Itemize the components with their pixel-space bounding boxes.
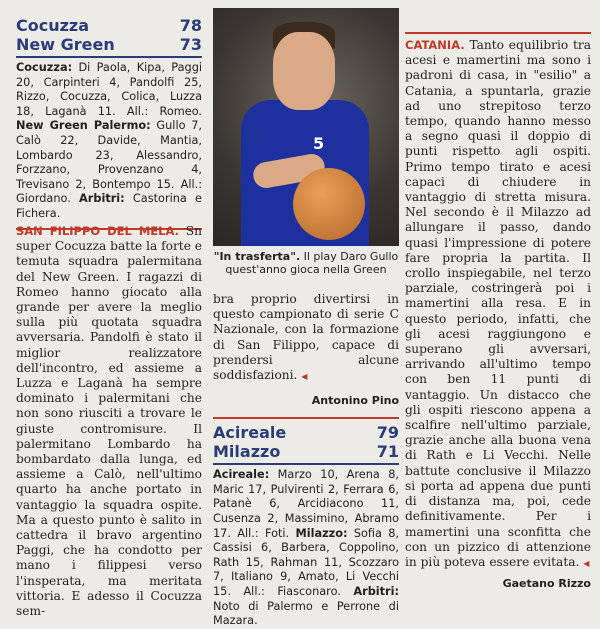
lineup-text: Di Paola, Kipa, Paggi 20, Carpinteri 4, Pandolfi 25, Rizzo, Cocuzza, Colica, Luzza 18, Laganà 11. All.: Romeo. [16, 61, 203, 118]
dateline: SAN FILIPPO DEL MELA. [16, 224, 179, 238]
jersey-number: 5 [313, 134, 325, 153]
referees-label: Arbitri: [79, 192, 125, 206]
lineup-text: Sofia 8, Cassisi 6, Barbera, Coppolino, Rath 15, Rahman 11, Scozzaro 7, Italiano 9, Amato, Li Vecchi 15. All.: Fiasconaro. [213, 526, 400, 598]
article-text: Sn super Cocuzza batte la forte e temuta squadra palermitana del New Green. I ragazzi di Romeo hanno giocato alla grande per avere la meglio sulla più quotata squadra avversaria. Pandolfi è stato il miglior realizzatore dell'incontro, ed assieme a Luzza e Laganà ha sempre dominato i palermitani che non sono riusciti a trovare le giuste contromisure. Il palermitano Lombardo ha bombardato dalla lunga, ed assieme a Calò, nell'ultimo quarto ha anche portato in vantaggio la squadra ospite. Ma a questo punto è salito in cattedra il bravo argentino Paggi, che ha condotto per mano i filippesi verso l'insperata, ma meritata vittoria. E adesso il Cocuzza sem- [16, 224, 202, 619]
referees-text: Castorina e Fichera. [16, 192, 203, 220]
referees-label: Arbitri: [353, 584, 400, 598]
article2 [405, 6, 591, 590]
article-text: bra proprio divertirsi in questo campionato di serie C Nazionale, con la formazione di San Filippo, capace di prendersi alcune soddisfazioni. [213, 292, 399, 383]
team-name: New Green [16, 35, 115, 54]
article1-part1 [16, 224, 202, 619]
end-mark-icon: ◀ [301, 372, 308, 382]
basketball [293, 168, 365, 240]
team-name: Cocuzza [16, 16, 90, 35]
end-mark-icon: ◀ [583, 558, 590, 568]
score-row-team2 [16, 35, 202, 54]
team-score: 78 [179, 16, 202, 35]
article-body [405, 38, 591, 571]
author: Gaetano Rizzo [502, 577, 591, 591]
scoreboard-game1 [16, 16, 202, 58]
team-score: 73 [179, 35, 202, 54]
article-text: Tanto equilibrio tra acesi e mamertini ma sono i padroni di casa, in "esilio" a Catania, a spuntarla, grazie ad uno strepitoso terzo tempo, quando hanno messo a segno quasi il doppio di punti rispetto agli ospiti. Primo tempo tirato e acesi capaci di chiudere in vantaggio di stretta misura. Nel secondo è il Milazzo ad allungare il passo, dando quasi l'impressione di potere fare propria la partita. Il crollo inspiegabile, nel terzo parziale, costringerà poi i mamertini alla resa. E in questo periodo, infatti, che gli acesi raggiungono e superano gli avversari, arrivando all'ultimo tempo con ben 11 punti di vantaggio. Un distacco che gli ospiti riescono appena a scalfire nell'ultimo parziale, grazie anche alla buona vena di Rath e Li Vecchi. Nelle battute conclusive il Milazzo si porta ad appena due punti di distanza ma, poi, cede definitivamente. Per i mamertini una sconfitta che con un pizzico di attenzione in più poteva essere evitata. [405, 38, 591, 569]
team-name: Milazzo [213, 442, 281, 462]
lineups-game2 [213, 468, 399, 629]
lineup-label: Milazzo: [295, 526, 348, 540]
head [273, 32, 335, 110]
article-body [16, 224, 202, 619]
team-score: 79 [376, 423, 399, 443]
team-name: Acireale [213, 423, 287, 443]
column-left [16, 0, 202, 234]
caption-bold: "In trasferta". [213, 250, 301, 263]
team-score: 71 [376, 442, 399, 462]
referees-text: Noto di Palermo e Perrone di Mazara. [213, 599, 399, 628]
author: Antonino Pino [311, 394, 399, 408]
photo-caption [213, 250, 399, 276]
lineup-label: Acireale: [213, 468, 270, 482]
scoreboard-game2 [213, 423, 399, 465]
article-body [213, 292, 399, 384]
lineups-game1 [16, 61, 202, 222]
caption-text: Il play Daro Gullo quest'anno gioca nella Green [225, 250, 399, 276]
lineup-label: New Green Palermo: [16, 119, 151, 133]
lineup-label: Cocuzza: [16, 61, 73, 74]
player-photo [213, 8, 399, 246]
score-row-team1 [16, 16, 202, 35]
dateline: CATANIA. [405, 38, 465, 52]
divider [213, 417, 399, 419]
lineup-text: Gullo 7, Calò 22, Davide, Mantia, Lombardo 23, Alessandro, Forzzano, Provenzano 4, Trevisano 2, Bontempo 15. All.: Giordano. [16, 119, 202, 206]
article1-part2 [213, 292, 399, 629]
divider [405, 32, 591, 34]
lineup-text: Marzo 10, Arena 8, Maric 17, Pulvirenti 2, Ferrara 6, Patanè 6, Arcidiacono 11, Cusenza 2, Massimino, Abramo 17. All.: Foti. [213, 468, 399, 540]
score-row-team1 [213, 423, 399, 442]
score-row-team2 [213, 442, 399, 461]
